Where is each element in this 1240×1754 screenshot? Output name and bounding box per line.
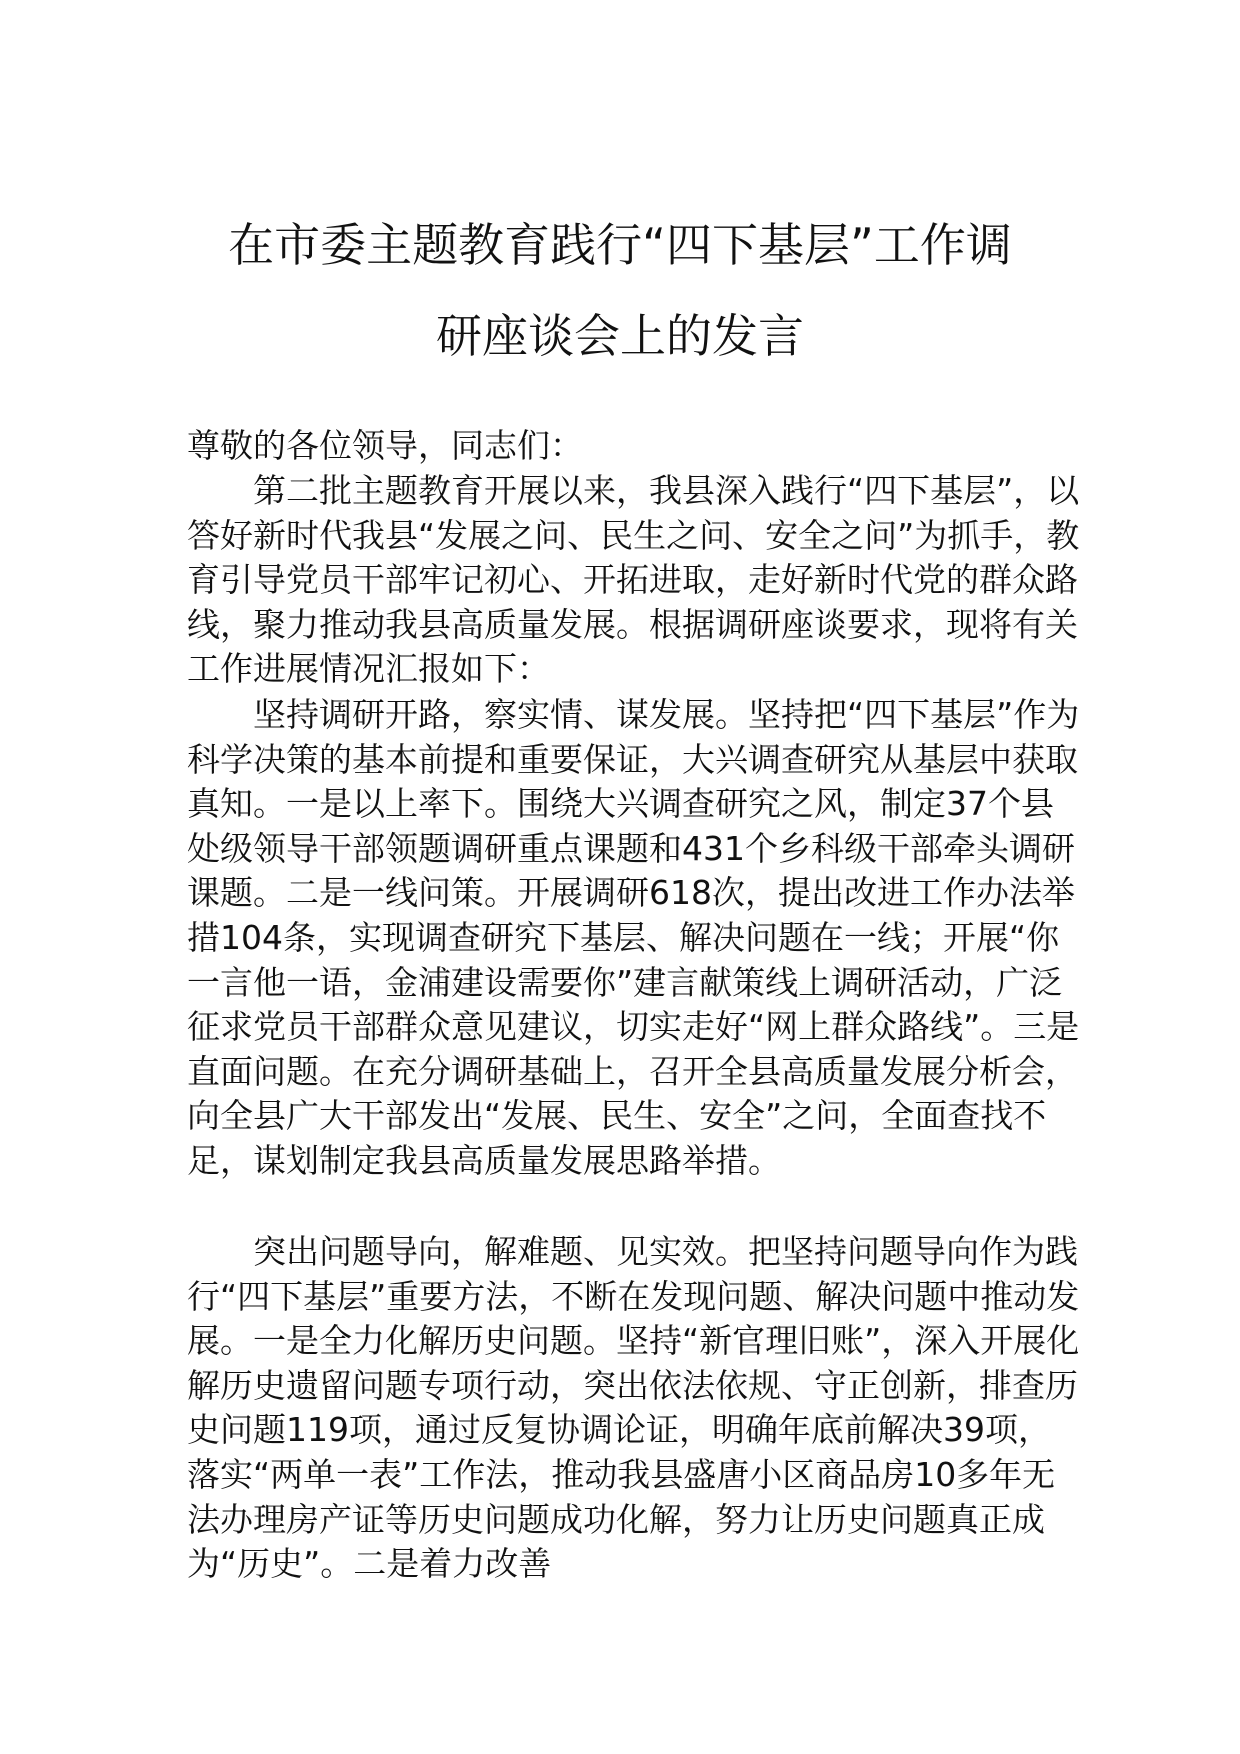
document-title-line-2: 研座谈会上的发言 [436, 309, 804, 363]
paragraph-intro: 第二批主题教育开展以来，我县深入践行“四下基层”，以答好新时代我县“发展之问、民生之问、安全之问”为抓手，教育引导党员干部牢记初心、开拓进取，走好新时代党的群众路线，聚力推动我县高质量发展。根据调研座谈要求，现将有关工作进展情况汇报如下： [187, 471, 1080, 689]
document-title-line-1: 在市委主题教育践行“四下基层”工作调 [228, 218, 1012, 272]
paragraph-research: 坚持调研开路，察实情、谋发展。坚持把“四下基层”作为科学决策的基本前提和重要保证，大兴调查研究从基层中获取真知。一是以上率下。围绕大兴调查研究之风，制定37个县处级领导干部领题调研重点课题和431个乡科级干部牵头调研课题。二是一线问策。开展调研618次，提出改进工作办法举措104条，实现调查研究下基层、解决问题在一线；开展“你一言他一语，金浦建设需要你”建言献策线上调研活动，广泛征求党员干部群众意见建议，切实走好“网上群众路线”。三是直面问题。在充分调研基础上，召开全县高质量发展分析会，向全县广大干部发出“发展、民生、安全”之问，全面查找不足，谋划制定我县高质量发展思路举措。 [187, 695, 1080, 1180]
salutation: 尊敬的各位领导，同志们： [187, 426, 583, 465]
paragraph-problem-solving: 突出问题导向，解难题、见实效。把坚持问题导向作为践行“四下基层”重要方法，不断在发现问题、解决问题中推动发展。一是全力化解历史问题。坚持“新官理旧账”，深入开展化解历史遗留问题专项行动，突出依法依规、守正创新，排查历史问题119项，通过反复协调论证，明确年底前解决39项，落实“两单一表”工作法，推动我县盛唐小区商品房10多年无法办理房产证等历史问题成功化解，努力让历史问题真正成为“历史”。二是着力改善 [187, 1232, 1080, 1584]
